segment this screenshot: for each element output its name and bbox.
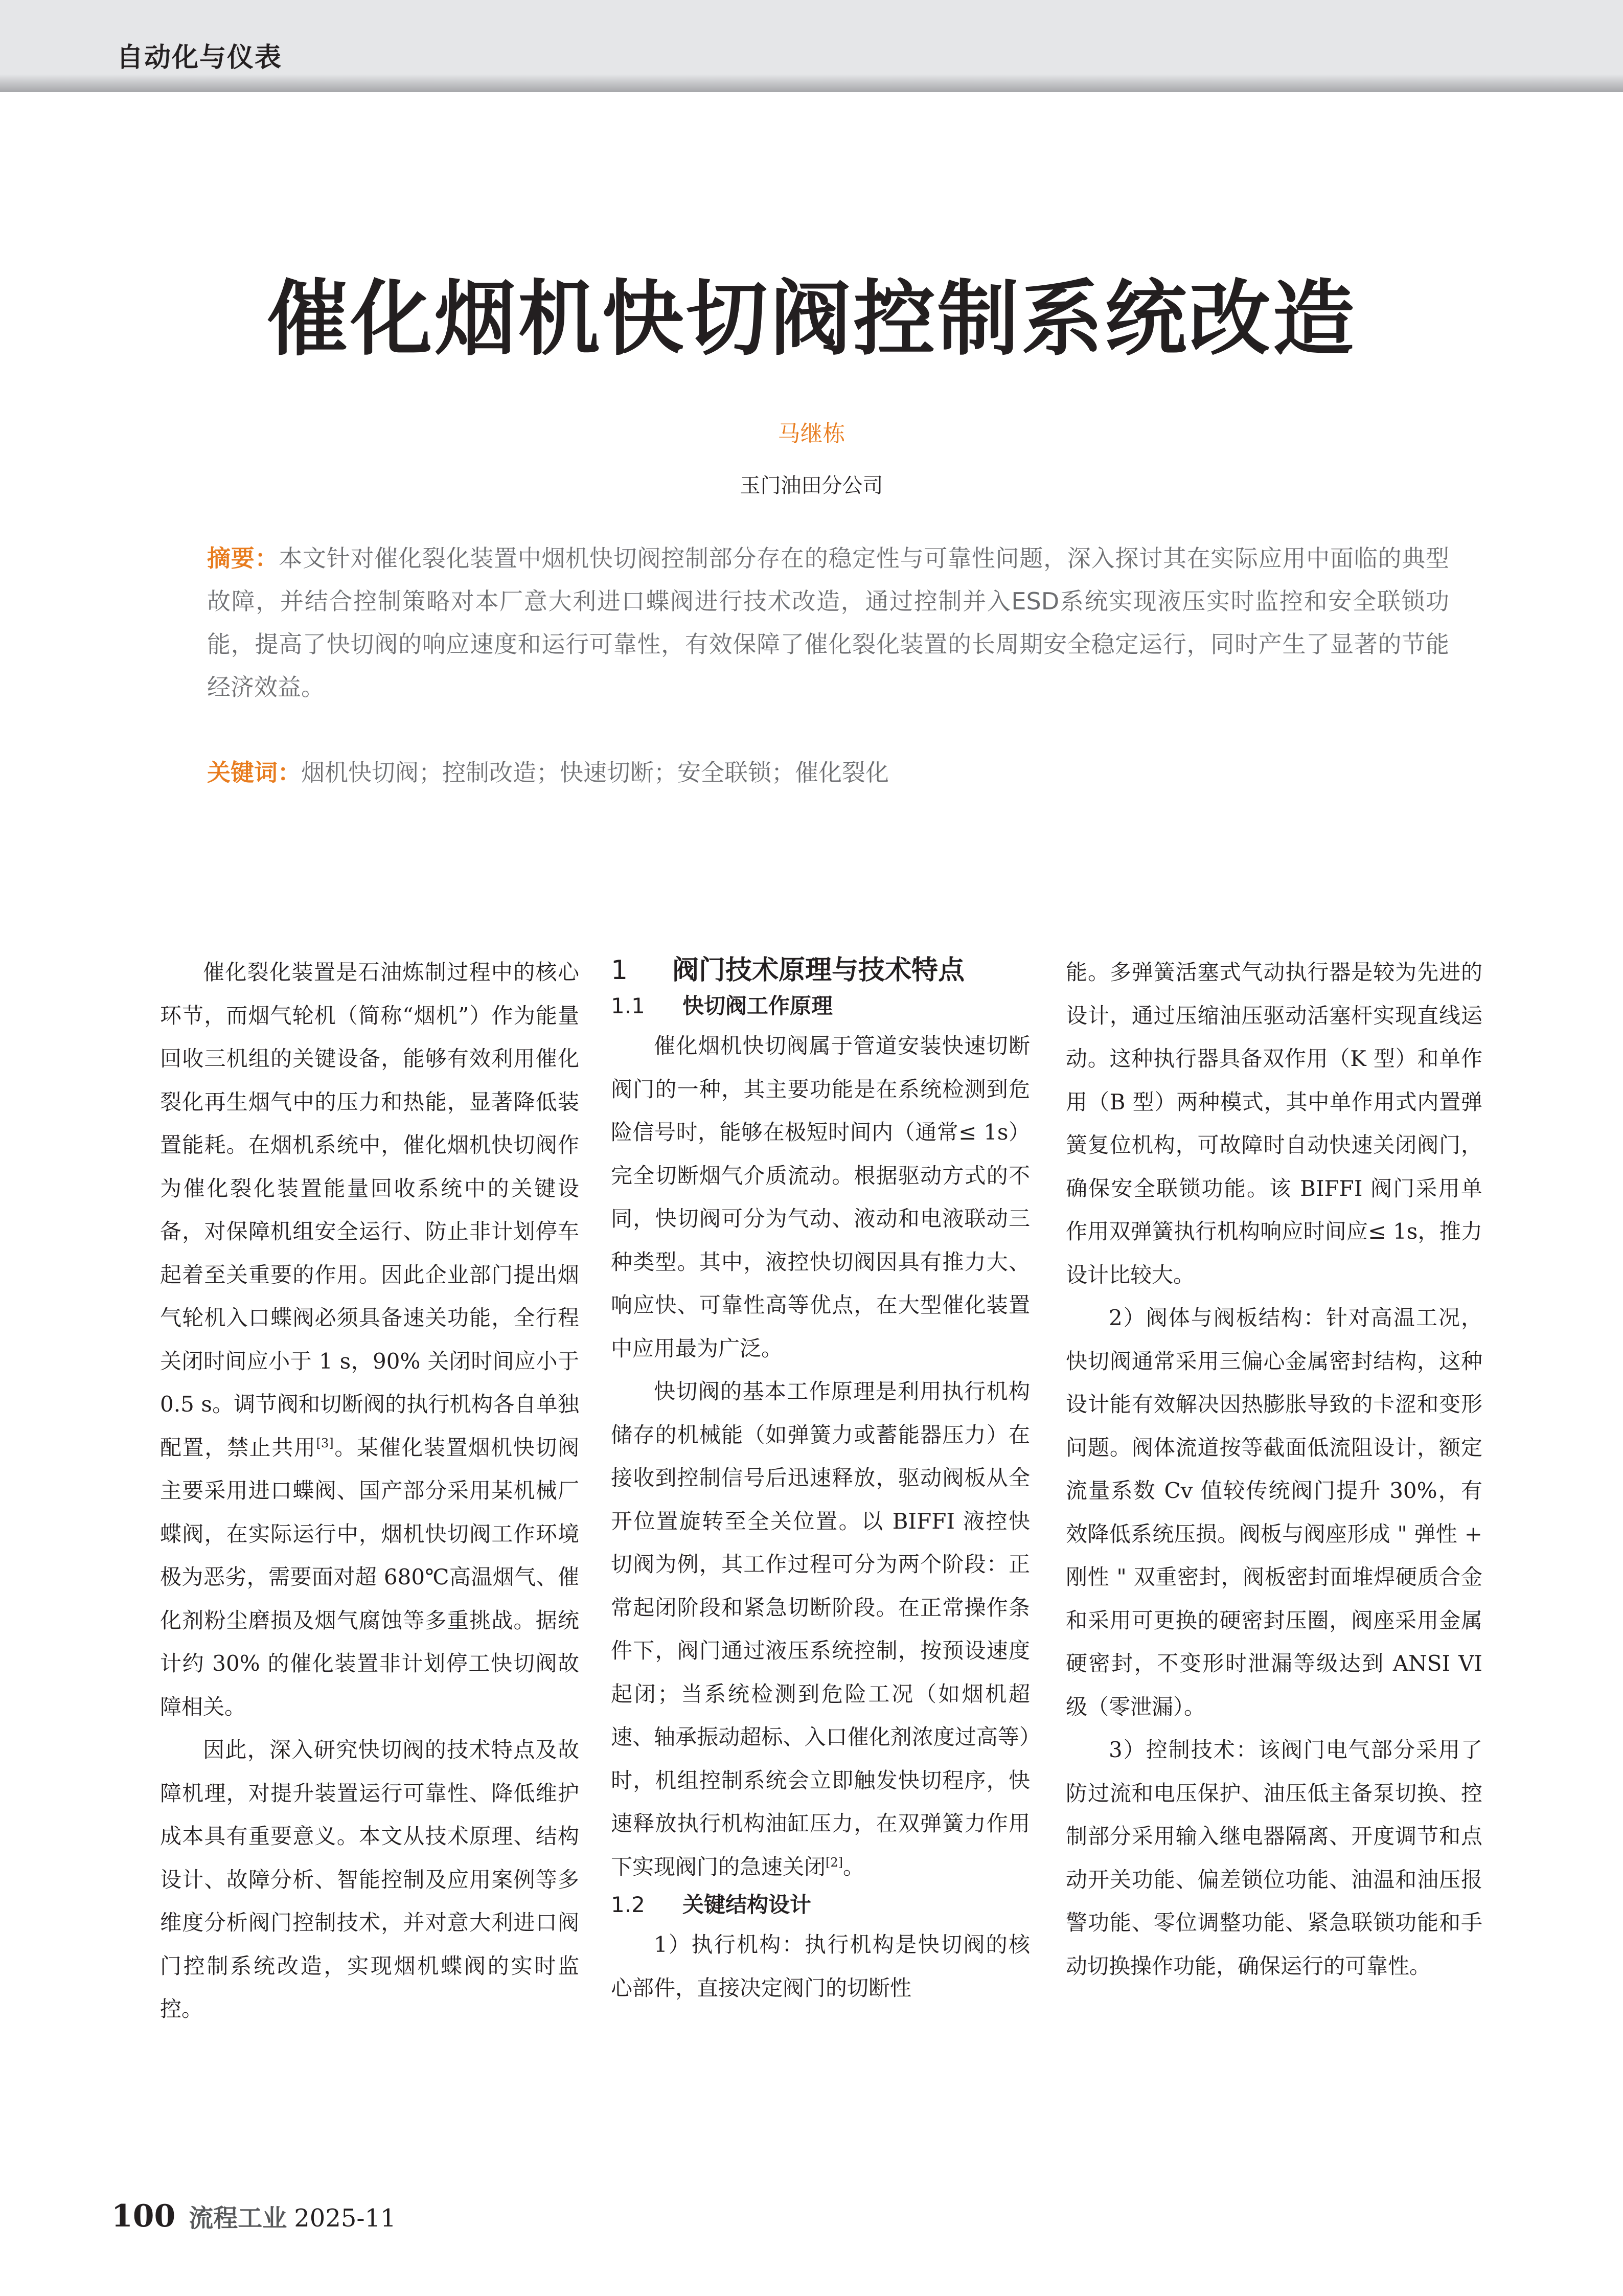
paragraph: 1）执行机构：执行机构是快切阀的核心部件，直接决定阀门的切断性 <box>611 1932 1030 2001</box>
column-left <box>160 951 579 2031</box>
paragraph: 3）控制技术：该阀门电气部分采用了防过流和电压保护、油压低主备泵切换、控制部分采用输入继电器隔离、开度调节和点动开关功能、偏差锁位功能、油温和油压报警功能、零位调整功能、紧急联锁功能和手动切换操作功能，确保运行的可靠性。 <box>1066 1737 1482 1979</box>
paragraph: 因此，深入研究快切阀的技术特点及故障机理，对提升装置运行可靠性、降低维护成本具有重要意义。本文从技术原理、结构设计、故障分析、智能控制及应用案例等多维度分析阀门控制技术，并对意大利进口阀门控制系统改造，实现烟机蝶阀的实时监控。 <box>160 1737 579 2021</box>
keywords <box>207 754 1449 788</box>
keywords-text: 烟机快切阀；控制改造；快速切断；安全联锁；催化裂化 <box>301 759 889 786</box>
section-title: 快切阀工作原理 <box>682 993 833 1018</box>
issue-date: 2025-11 <box>294 2204 396 2233</box>
article-title: 催化烟机快切阀控制系统改造 <box>266 271 1357 367</box>
citation-ref[interactable]: [3] <box>316 1436 334 1450</box>
section-heading-1-1 <box>611 990 1030 1022</box>
author-name: 马继栋 <box>778 421 845 447</box>
citation-ref[interactable]: [2] <box>826 1855 843 1870</box>
abstract-text: 本文针对催化裂化装置中烟机快切阀控制部分存在的稳定性与可靠性问题，深入探讨其在实际应用中面临的典型故障，并结合控制策略对本厂意大利进口蝶阀进行技术改造，通过控制并入ESD系统实现液压实时监控和安全联锁功能，提高了快切阀的响应速度和运行可靠性，有效保障了催化裂化装置的长周期安全稳定运行，同时产生了显著的节能经济效益。 <box>207 544 1450 701</box>
paragraph: 能。多弹簧活塞式气动执行器是较为先进的设计，通过压缩油压驱动活塞杆实现直线运动。这种执行器具备双作用（K 型）和单作用（B 型）两种模式，其中单作用式内置弹簧复位机构，可故障时自动快速关闭阀门，确保安全联锁功能。该 BIFFI 阀门采用单作用双弹簧执行机构响应时间应≤ 1s，推力设计比较大。 <box>1066 960 1482 1287</box>
section-title: 阀门技术原理与技术特点 <box>672 955 965 986</box>
column-right <box>1066 951 1482 1988</box>
section-title: 关键结构设计 <box>682 1892 812 1917</box>
section-heading-1 <box>611 951 1030 990</box>
page-number: 100 <box>111 2198 176 2234</box>
author-affiliation: 玉门油田分公司 <box>740 474 883 497</box>
paragraph: 催化烟机快切阀属于管道安装快速切断阀门的一种，其主要功能是在系统检测到危险信号时，能够在极短时间内（通常≤ 1s）完全切断烟气介质流动。根据驱动方式的不同，快切阀可分为气动、液动和电液联动三种类型。其中，液控快切阀因具有推力大、响应快、可靠性高等优点，在大型催化装置中应用最为广泛。 <box>611 1033 1030 1361</box>
journal-name: 流程工业 <box>189 2204 287 2233</box>
paragraph <box>611 1370 1030 1889</box>
paragraph <box>160 951 579 1729</box>
paragraph-text: 快切阀的基本工作原理是利用执行机构储存的机械能（如弹簧力或蓄能器压力）在接收到控制信号后迅速释放，驱动阀板从全开位置旋转至全关位置。以 BIFFI 液控快切阀为例，其工作过程可分为两个阶段：正常起闭阶段和紧急切断阶段。在正常操作条件下，阀门通过液压系统控制，按预设速度起闭；当系统检测到危险工况（如烟机超速、轴承振动超标、入口催化剂浓度过高等）时，机组控制系统会立即触发快切程序，快速释放执行机构油缸压力，在双弹簧力作用下实现阀门的急速关闭 <box>611 1379 1030 1879</box>
section-heading-1-2 <box>611 1889 1030 1921</box>
page-footer <box>111 2198 396 2234</box>
section-label: 自动化与仪表 <box>117 42 283 73</box>
section-number: 1 <box>611 955 628 986</box>
column-middle <box>611 951 1030 2010</box>
paragraph-text: 。 <box>843 1854 865 1879</box>
paragraph-text: 。某催化装置烟机快切阀主要采用进口蝶阀、国产部分采用某机械厂蝶阀，在实际运行中，烟机快切阀工作环境极为恶劣，需要面对超 680℃高温烟气、催化剂粉尘磨损及烟气腐蚀等多重挑战。据统计约 30% 的催化装置非计划停工快切阀故障相关。 <box>160 1435 579 1719</box>
paragraph-text: 催化裂化装置是石油炼制过程中的核心环节，而烟气轮机（简称“烟机”）作为能量回收三机组的关键设备，能够有效利用催化裂化再生烟气中的压力和热能，显著降低装置能耗。在烟机系统中，催化烟机快切阀作为催化裂化装置能量回收系统中的关键设备，对保障机组安全运行、防止非计划停车起着至关重要的作用。因此企业部门提出烟气轮机入口蝶阀必须具备速关功能，全行程关闭时间应小于 1 s，90% 关闭时间应小于 0.5 s。调节阀和切断阀的执行机构各自单独配置，禁止共用 <box>160 960 579 1460</box>
paragraph: 2）阀体与阀板结构：针对高温工况，快切阀通常采用三偏心金属密封结构，这种设计能有效解决因热膨胀导致的卡涩和变形问题。阀体流道按等截面低流阻设计，额定流量系数 Cv 值较传统阀门提升 30%，有效降低系统压损。阀板与阀座形成 " 弹性 + 刚性 " 双重密封，阀板密封面堆焊硬质合金和采用可更换的硬密封压圈，阀座采用金属硬密封，不变形时泄漏等级达到 ANSI VI 级（零泄漏）。 <box>1066 1305 1482 1719</box>
section-number: 1.2 <box>611 1892 645 1917</box>
section-number: 1.1 <box>611 993 645 1018</box>
abstract <box>207 537 1449 709</box>
keywords-label: 关键词： <box>207 759 301 786</box>
abstract-label: 摘要： <box>207 544 279 572</box>
